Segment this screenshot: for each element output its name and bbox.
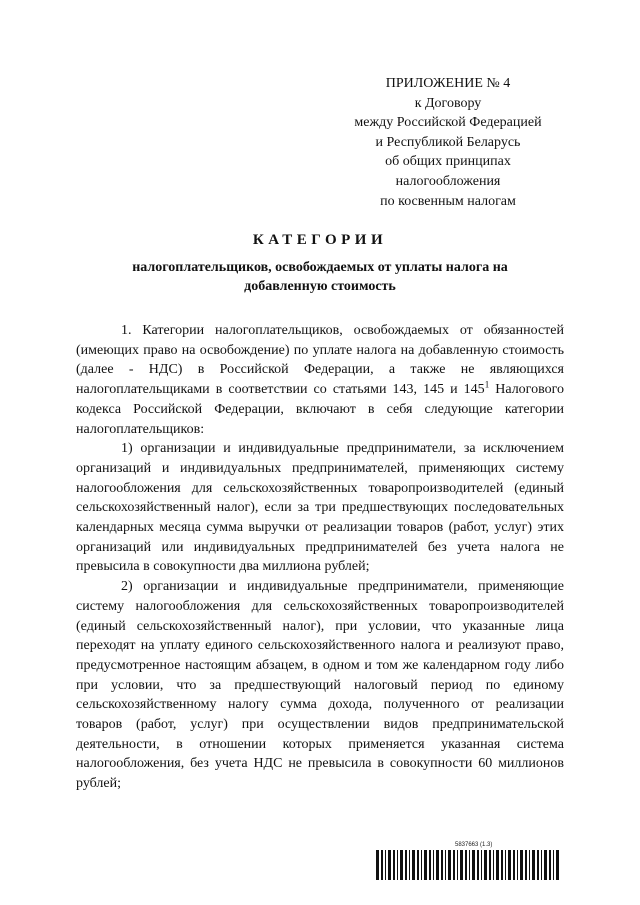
paragraph-1-text-cont: Налогового кодекса Российской Федерации, включают в себя следующие категории налогоплательщиков: (76, 382, 564, 437)
annex-line: и Республикой Беларусь (375, 134, 521, 150)
superscript: 1 (484, 379, 490, 390)
paragraph-1-text: 1. Категории налогоплательщиков, освобождаемых от обязанностей (имеющих право на освобождение) по уплате налога на добавленную стоимость (далее - НДС) в Российской Федерации, а также не являющихся налогоплательщиками в соответствии со статьями 143, 145 и 145 (76, 323, 564, 398)
paragraph-2: 1) организации и индивидуальные предприниматели, за исключением организаций и индивидуальных предпринимателей, применяющих систему налогообложения для сельскохозяйственных товаропроизводителей (единый сельскохозяйственный налог), если за три предшествующих последовательных календарных месяца сумма выручки от реализации товаров (работ, услуг) этих организаций или индивидуальных предпринимателей без учета налога не превысила в совокупности два миллиона рублей; (76, 441, 564, 575)
annex-line: налогообложения (395, 173, 501, 189)
paragraph-1 (76, 321, 564, 439)
document-subtitle: налогоплательщиков, освобождаемых от уплаты налога на добавленную стоимость (132, 260, 508, 294)
annex-header (330, 74, 566, 211)
annex-line: об общих принципах (385, 154, 511, 170)
annex-line: по косвенным налогам (380, 193, 516, 209)
annex-line: между Российской Федерацией (354, 115, 542, 131)
paragraph-3: 2) организации и индивидуальные предприниматели, применяющие систему налогообложения для сельскохозяйственных товаропроизводителей (единый сельскохозяйственный налог), при условии, что указанные лица переходят на уплату единого сельскохозяйственного налога и реализуют право, предусмотренное настоящим абзацем, в одном и том же календарном году либо при условии, что за предшествующий налоговый период по единому сельскохозяйственному налогу сумма дохода, полученного от реализации товаров (работ, услуг) при осуществлении видов предпринимательской деятельности, в отношении которых применяется указанная система налогообложения, без учета НДС не превысила в совокупности 60 миллионов рублей; (76, 579, 564, 792)
document-code: 5837663 (1.3) (455, 842, 493, 848)
barcode-icon (376, 850, 562, 880)
annex-line: к Договору (414, 95, 482, 111)
document-title: КАТЕГОРИИ (252, 232, 388, 248)
annex-line: ПРИЛОЖЕНИЕ № 4 (385, 76, 511, 91)
document-body (76, 321, 564, 794)
